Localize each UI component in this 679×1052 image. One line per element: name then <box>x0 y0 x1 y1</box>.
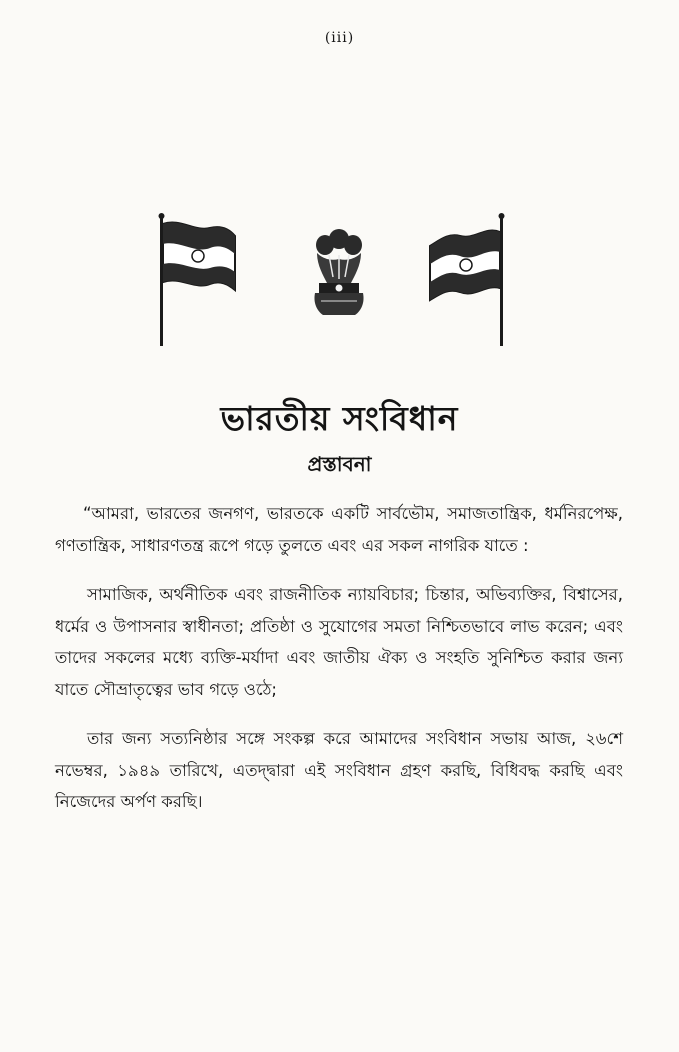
indian-flag-icon <box>420 210 515 350</box>
national-emblem-icon <box>303 225 375 320</box>
page-number: (iii) <box>324 30 355 46</box>
indian-flag-icon <box>150 210 245 350</box>
preamble-paragraph-2: সামাজিক, অর্থনীতিক এবং রাজনীতিক ন্যায়বিচার; চিন্তার, অভিব্যক্তির, বিশ্বাসের, ধর্মের ও উপাসনার স্বাধীনতা; প্রতিষ্ঠা ও সুযোগের সমতা নিশ্চিতভাবে লাভ করেন; এবং তাদের সকলের মধ্যে ব্যক্তি-মর্যাদা এবং জাতীয় ঐক্য ও সংহতি সুনিশ্চিত করার জন্য যাতে সৌভ্রাতৃত্বের ভাব গড়ে ওঠে; <box>55 585 623 699</box>
page-title: ভারতীয় সংবিধান <box>220 399 459 438</box>
preamble-text <box>55 498 623 836</box>
page-subtitle: প্রস্তাবনা <box>307 452 372 476</box>
emblem-row <box>0 210 679 350</box>
preamble-paragraph-3: তার জন্য সত্যনিষ্ঠার সঙ্গে সংকল্প করে আমাদের সংবিধান সভায় আজ, ২৬শে নভেম্বর, ১৯৪৯ তারিখে, এতদ্দ্বারা এই সংবিধান গ্রহণ করছি, বিধিবদ্ধ করছি এবং নিজেদের অর্পণ করছি। <box>55 729 623 811</box>
preamble-paragraph-1: “আমরা, ভারতের জনগণ, ভারতকে একটি সার্বভৌম, সমাজতান্ত্রিক, ধর্মনিরপেক্ষ, গণতান্ত্রিক, সাধারণতন্ত্র রূপে গড়ে তুলতে এবং এর সকল নাগরিক যাতে : <box>55 504 623 555</box>
